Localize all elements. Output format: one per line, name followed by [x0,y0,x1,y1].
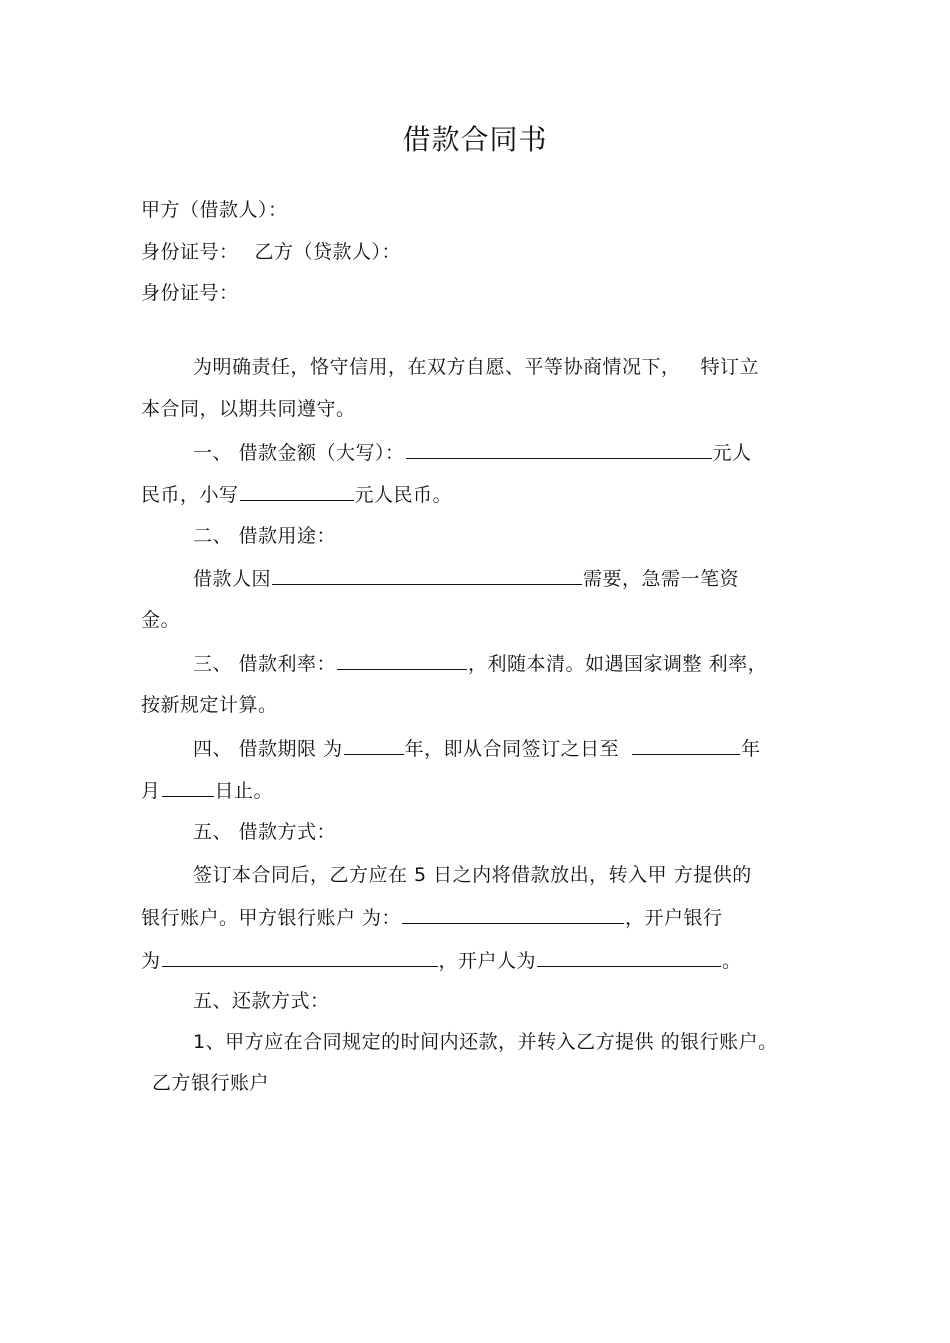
section-4-line-2 [141,778,273,803]
section-1-line-1 [193,440,752,465]
purpose-suffix: 需要，急需一笔资 [583,568,740,590]
party-b-label: 乙方（贷款人）： [254,241,402,263]
intro-line-1 [193,355,759,379]
section-5-heading: 五、 借款方式： [193,821,337,843]
section-6-line-2: 乙方银行账户 [152,1072,270,1094]
end-year-blank[interactable] [632,736,740,755]
purpose-label: 借款人因 [193,568,272,590]
section-5-line-2 [141,905,723,930]
year-label: 年 [741,738,761,760]
account-holder-label: ，开户人为 [438,950,537,972]
intro-text-1b: 特订立 [700,356,760,378]
term-middle: 年，即从合同签订之日至 [404,738,620,760]
section-2-heading: 二、 借款用途： [193,525,337,547]
section-3-line-2: 按新规定计算。 [141,694,278,716]
section-2-line-2: 金。 [141,609,181,631]
term-label: 四、 借款期限 为 [193,738,343,760]
purpose-blank[interactable] [272,566,582,585]
loan-amount-unit: 元人 [712,442,752,464]
section-4-line-1 [193,736,761,761]
intro-line-2: 本合同，以期共同遵守。 [141,398,356,420]
party-a-id-line [141,240,401,264]
bank-prefix: 为 [141,950,161,972]
section-1-line-2 [141,482,452,507]
bank-label: ，开户银行 [625,907,723,929]
section-5-line-3 [141,948,742,973]
loan-amount-lower-blank[interactable] [240,482,354,501]
loan-amount-lower-unit: 元人民币。 [354,484,453,506]
intro-text-1: 为明确责任，恪守信用，在双方自愿、平等协商情况下， [193,356,681,378]
section-3-line-1 [193,651,767,676]
month-label: 月 [141,780,161,802]
interest-rate-suffix: ，利随本清。如遇国家调整 利率， [468,653,768,675]
section-2-line-1 [193,566,739,591]
loan-amount-lower-label: 民币，小写 [141,484,239,506]
party-b-id-label: 身份证号： [141,282,239,304]
loan-amount-upper-blank[interactable] [406,440,712,459]
section-6-heading: 五、还款方式： [193,990,330,1012]
document-title: 借款合同书 [402,123,548,156]
party-a-account-label: 银行账户。甲方银行账户 为： [141,907,402,929]
party-a-id-label: 身份证号： [141,241,239,263]
account-holder-blank[interactable] [537,948,721,967]
loan-amount-label: 一、 借款金额（大写）： [193,442,405,464]
term-years-blank[interactable] [344,736,404,755]
section-6-line-1: 1、甲方应在合同规定的时间内还款，并转入乙方提供 的银行账户。 [193,1031,778,1053]
party-a-account-blank[interactable] [402,905,624,924]
party-a-label: 甲方（借款人）： [141,199,288,221]
bank-name-blank[interactable] [162,948,438,967]
end-month-blank[interactable] [162,778,214,797]
interest-rate-blank[interactable] [337,651,467,670]
day-label: 日止。 [214,780,274,802]
period-mark: 。 [722,950,742,972]
section-5-line-1: 签订本合同后，乙方应在 5 日之内将借款放出，转入甲 方提供的 [193,864,752,886]
interest-rate-label: 三、 借款利率： [193,653,337,675]
